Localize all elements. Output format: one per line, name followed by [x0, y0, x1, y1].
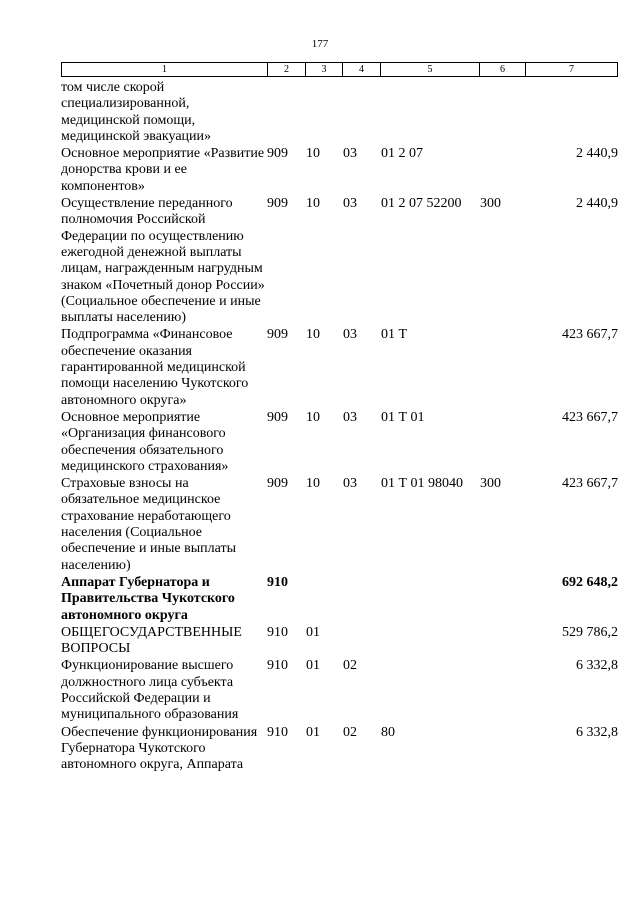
row-code-admin: 910 — [267, 624, 288, 640]
header-col-2: 2 — [267, 63, 305, 76]
row-code-admin: 909 — [267, 327, 288, 343]
row-code-subsection: 02 — [343, 724, 357, 740]
row-code-admin: 910 — [267, 574, 288, 590]
header-col-6: 6 — [479, 63, 525, 76]
header-col-3: 3 — [305, 63, 342, 76]
row-code-admin: 909 — [267, 409, 288, 425]
row-name: Функционирование высшего должностного лица субъекта Российской Федерации и муниципального образования — [61, 658, 239, 723]
table-header — [61, 62, 618, 77]
row-code-expense-type: 300 — [480, 196, 501, 212]
row-code-section: 01 — [306, 624, 320, 640]
row-name: Обеспечение функционирования Губернатора Чукотского автономного округа, Аппарата — [61, 724, 258, 773]
row-name: Аппарат Губернатора и Правительства Чукотского автономного округа — [61, 574, 235, 623]
row-amount: 529 786,2 — [562, 624, 618, 640]
row-code-section: 01 — [306, 658, 320, 674]
row-code-subsection: 03 — [343, 196, 357, 212]
header-col-4: 4 — [342, 63, 380, 76]
header-col-5: 5 — [380, 63, 479, 76]
table-row — [61, 658, 618, 723]
row-code-section: 01 — [306, 724, 320, 740]
table-body — [61, 80, 618, 773]
row-name: ОБЩЕГОСУДАРСТВЕННЫЕ ВОПРОСЫ — [61, 624, 242, 657]
table-row — [61, 725, 618, 774]
row-code-target: 01 Т 01 98040 — [381, 476, 464, 492]
table-row — [61, 410, 618, 475]
table-row — [61, 196, 618, 326]
row-amount: 423 667,7 — [562, 327, 618, 343]
row-code-target: 80 — [381, 724, 395, 740]
row-name: Основное мероприятие «Организация финансового обеспечения обязательного медицинского страхования» — [61, 409, 229, 474]
row-code-subsection: 03 — [343, 327, 357, 343]
row-amount: 423 667,7 — [562, 476, 618, 492]
row-name: Осуществление переданного полномочия Российской Федерации по осуществлению ежегодной денежной выплаты лицам, награжденным нагрудным знаком «Почетный донор России» (Социальное обеспечение и иные выплаты населению) — [61, 196, 265, 326]
row-code-admin: 910 — [267, 658, 288, 674]
row-code-section: 10 — [306, 146, 320, 162]
table-row — [61, 327, 618, 408]
row-code-subsection: 03 — [343, 146, 357, 162]
row-name: Основное мероприятие «Развитие донорства крови и ее компонентов» — [61, 146, 265, 194]
row-code-target: 01 2 07 — [381, 146, 423, 162]
row-amount: 6 332,8 — [576, 658, 618, 674]
table-row — [61, 80, 618, 145]
table-row — [61, 146, 618, 195]
row-code-section: 10 — [306, 196, 320, 212]
row-code-target: 01 2 07 52200 — [381, 196, 462, 212]
header-col-7: 7 — [525, 63, 617, 76]
row-code-admin: 910 — [267, 724, 288, 740]
row-code-subsection: 03 — [343, 476, 357, 492]
row-code-target: 01 Т — [381, 327, 408, 343]
page-number: 177 — [311, 38, 329, 50]
row-name: Подпрограмма «Финансовое обеспечение оказания гарантированной медицинской помощи населению Чукотского автономного округа» — [61, 327, 249, 408]
table-row — [61, 625, 618, 658]
table-row — [61, 476, 618, 574]
row-code-subsection: 02 — [343, 658, 357, 674]
row-amount: 423 667,7 — [562, 409, 618, 425]
row-name: Страховые взносы на обязательное медицинское страхование неработающего населения (Социальное обеспечение и иные выплаты населению) — [61, 476, 236, 573]
header-col-1: 1 — [162, 64, 167, 75]
row-code-expense-type: 300 — [480, 476, 501, 492]
row-code-section: 10 — [306, 409, 320, 425]
row-code-section: 10 — [306, 327, 320, 343]
table-row — [61, 575, 618, 624]
row-code-admin: 909 — [267, 196, 288, 212]
row-name: том числе скорой специализированной, медицинской помощи, медицинской эвакуации» — [61, 80, 212, 144]
row-amount: 2 440,9 — [576, 196, 618, 212]
row-amount: 692 648,2 — [562, 574, 618, 590]
row-code-subsection: 03 — [343, 409, 357, 425]
row-amount: 2 440,9 — [576, 146, 618, 162]
row-code-section: 10 — [306, 476, 320, 492]
row-code-admin: 909 — [267, 146, 288, 162]
row-code-target: 01 Т 01 — [381, 409, 425, 425]
row-code-admin: 909 — [267, 476, 288, 492]
row-amount: 6 332,8 — [576, 724, 618, 740]
